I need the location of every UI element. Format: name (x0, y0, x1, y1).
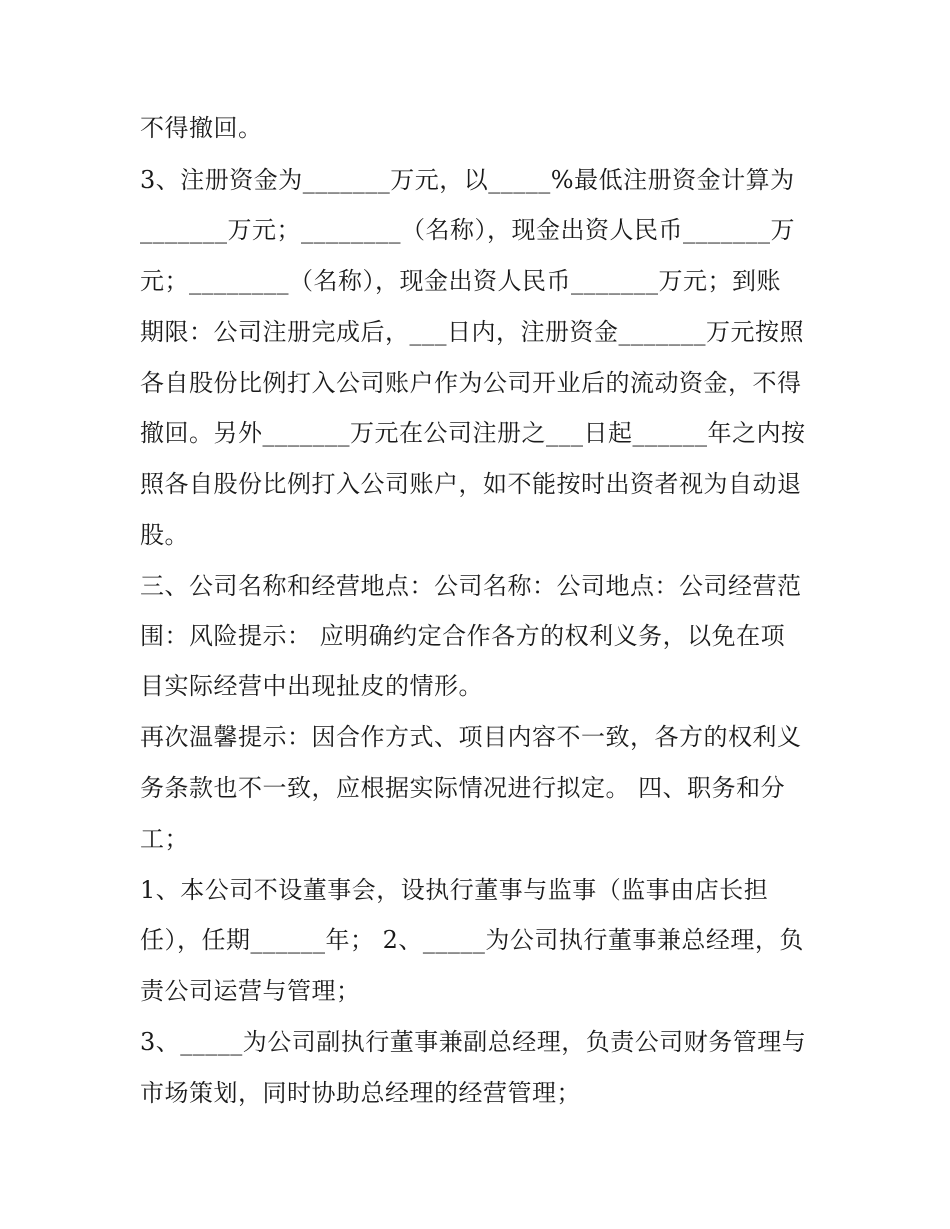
text-line: 1、本公司不设董事会，设执行董事与监事（监事由店长担 (140, 876, 769, 904)
text-line: 三、公司名称和经营地点：公司名称：公司地点：公司经营范 (140, 572, 802, 600)
text-line: 元；________（名称），现金出资人民币_______万元；到账 (140, 267, 781, 295)
text-line: 目实际经营中出现扯皮的情形。 (140, 672, 483, 700)
text-line: 照各自股份比例打入公司账户，如不能按时出资者视为自动退 (140, 470, 802, 498)
text-line: 市场策划，同时协助总经理的经营管理； (140, 1079, 581, 1107)
text-line: 期限：公司注册完成后，___日内，注册资金_______万元按照 (140, 318, 804, 346)
text-line: 3、注册资金为_______万元，以_____%最低注册资金计算为 (140, 166, 795, 194)
text-line: 各自股份比例打入公司账户作为公司开业后的流动资金，不得 (140, 369, 802, 397)
text-line: 不得撤回。 (140, 114, 263, 142)
text-line: 3、_____为公司副执行董事兼副总经理，负责公司财务管理与 (140, 1028, 807, 1056)
text-line: 责公司运营与管理； (140, 977, 361, 1005)
text-line: _______万元；________（名称），现金出资人民币_______万 (140, 216, 795, 244)
text-line: 任），任期______年； 2、_____为公司执行董事兼总经理，负 (140, 926, 804, 954)
text-line: 再次温馨提示：因合作方式、项目内容不一致，各方的权利义 (140, 723, 802, 751)
text-line: 股。 (140, 521, 189, 549)
text-line: 工； (140, 825, 189, 853)
text-line: 务条款也不一致，应根据实际情况进行拟定。 四、职务和分 (140, 774, 786, 802)
text-line: 撤回。另外_______万元在公司注册之___日起______年之内按 (140, 419, 806, 447)
text-line: 围：风险提示： 应明确约定合作各方的权利义务，以免在项 (140, 622, 786, 650)
